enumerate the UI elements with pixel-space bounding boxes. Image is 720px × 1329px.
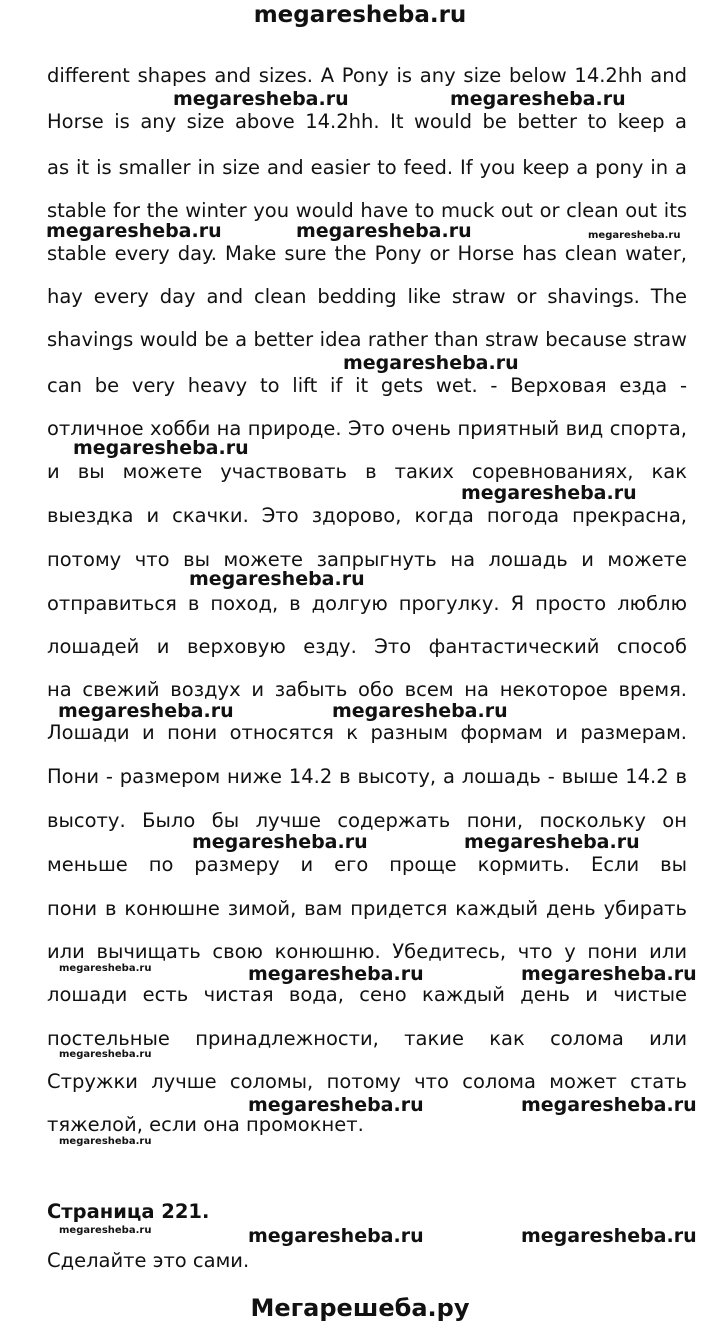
watermark: megaresheba.ru bbox=[248, 963, 424, 985]
watermark: megaresheba.ru bbox=[464, 831, 640, 853]
text-line: Пони - размером ниже 14.2 в высоту, а лошадь - выше 14.2 в bbox=[47, 765, 687, 788]
text-line: или вычищать свою конюшню. Убедитесь, что у пони или bbox=[47, 940, 687, 963]
text-line: stable for the winter you would have to muck out or clean out its bbox=[47, 199, 687, 222]
watermark: megaresheba.ru bbox=[59, 1049, 152, 1060]
text-line: на свежий воздух и забыть обо всем на некоторое время. bbox=[47, 678, 687, 701]
watermark: megaresheba.ru bbox=[343, 352, 519, 374]
watermark: megaresheba.ru bbox=[521, 1094, 697, 1116]
watermark: megaresheba.ru bbox=[189, 568, 365, 590]
text-line: shavings would be a better idea rather than straw because straw bbox=[47, 328, 687, 351]
text-line: меньше по размеру и его проще кормить. Если вы bbox=[47, 853, 687, 876]
watermark: megaresheba.ru bbox=[59, 1136, 152, 1147]
text-line: different shapes and sizes. A Pony is any size below 14.2hh and bbox=[47, 64, 687, 87]
watermark: megaresheba.ru bbox=[58, 700, 234, 722]
text-line: Лошади и пони относятся к разным формам и размерам. bbox=[47, 721, 687, 744]
text-line: лошадей и верховую езду. Это фантастический способ bbox=[47, 635, 687, 658]
text-line: выездка и скачки. Это здорово, когда погода прекрасна, bbox=[47, 504, 687, 527]
watermark: megaresheba.ru bbox=[46, 220, 222, 242]
watermark: megaresheba.ru bbox=[248, 1094, 424, 1116]
site-header: megaresheba.ru bbox=[253, 2, 467, 28]
answer-text: Сделайте это сами. bbox=[47, 1249, 250, 1272]
text-line: Стружки лучше соломы, потому что солома может стать bbox=[47, 1070, 687, 1093]
watermark: megaresheba.ru bbox=[248, 1225, 424, 1247]
text-line: отправиться в поход, в долгую прогулку. Я просто люблю bbox=[47, 592, 687, 615]
text-line: as it is smaller in size and easier to feed. If you keep a pony in a bbox=[47, 156, 687, 179]
watermark: megaresheba.ru bbox=[521, 963, 697, 985]
page-heading: Страница 221. bbox=[47, 1200, 210, 1223]
watermark: megaresheba.ru bbox=[588, 230, 681, 241]
watermark: megaresheba.ru bbox=[173, 88, 349, 110]
text-line: stable every day. Make sure the Pony or Horse has clean water, bbox=[47, 242, 687, 265]
text-line: лошади есть чистая вода, сено каждый день и чистые bbox=[47, 983, 687, 1006]
watermark: megaresheba.ru bbox=[73, 437, 249, 459]
watermark: megaresheba.ru bbox=[461, 482, 637, 504]
text-line: и вы можете участвовать в таких соревнованиях, как bbox=[47, 460, 687, 483]
watermark: megaresheba.ru bbox=[450, 88, 626, 110]
text-line: can be very heavy to lift if it gets wet. - Верховая езда - bbox=[47, 374, 687, 397]
text-line: постельные принадлежности, такие как солома или bbox=[47, 1027, 687, 1050]
watermark: megaresheba.ru bbox=[59, 1225, 152, 1236]
text-line: пони в конюшне зимой, вам придется каждый день убирать bbox=[47, 897, 687, 920]
watermark: megaresheba.ru bbox=[521, 1225, 697, 1247]
site-footer: Мегарешеба.ру bbox=[250, 1294, 470, 1322]
text-line: отличное хобби на природе. Это очень приятный вид спорта, bbox=[47, 417, 687, 440]
watermark: megaresheba.ru bbox=[192, 831, 368, 853]
watermark: megaresheba.ru bbox=[332, 700, 508, 722]
watermark: megaresheba.ru bbox=[296, 220, 472, 242]
text-line: hay every day and clean bedding like straw or shavings. The bbox=[47, 285, 687, 308]
text-line: Horse is any size above 14.2hh. It would be better to keep a bbox=[47, 110, 687, 133]
watermark: megaresheba.ru bbox=[59, 963, 152, 974]
text-line: тяжелой, если она промокнет. bbox=[47, 1113, 364, 1136]
text-line: высоту. Было бы лучше содержать пони, поскольку он bbox=[47, 809, 687, 832]
text-line: потому что вы можете запрыгнуть на лошадь и можете bbox=[47, 548, 687, 571]
